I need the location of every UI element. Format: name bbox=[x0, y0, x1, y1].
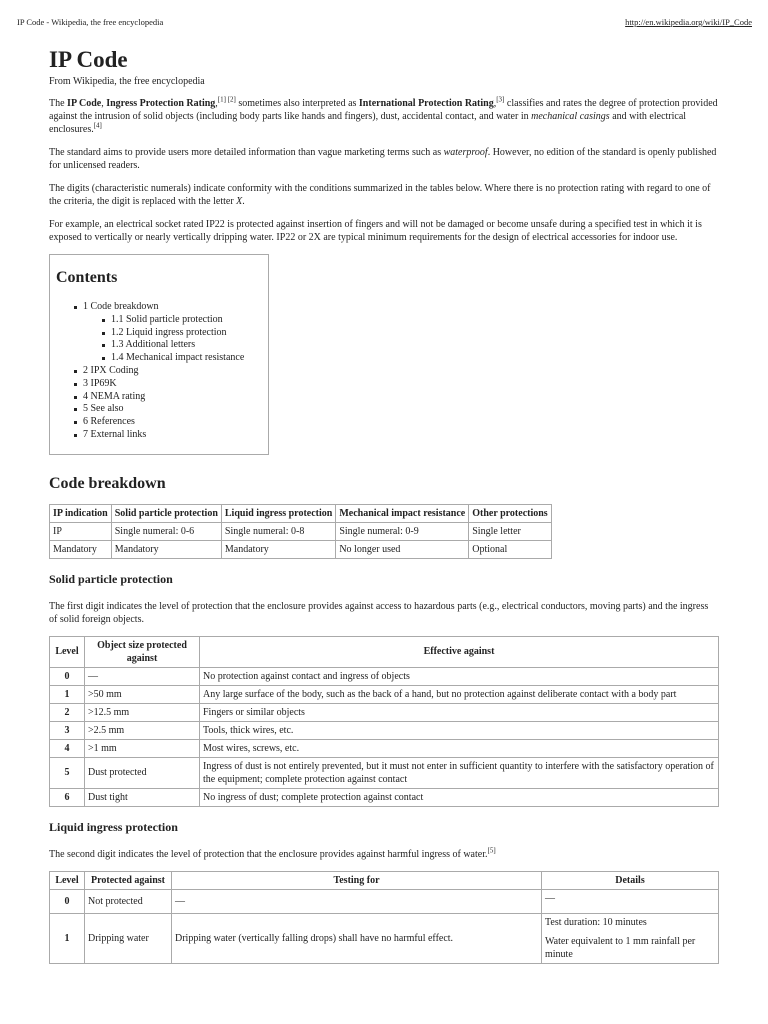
column-header: Protected against bbox=[85, 871, 172, 889]
column-header: Effective against bbox=[200, 636, 719, 667]
table-header-row bbox=[50, 636, 719, 667]
term-ip-code: IP Code bbox=[67, 98, 102, 109]
details-line: — bbox=[545, 892, 555, 904]
table-row bbox=[50, 703, 719, 721]
table-cell: Single letter bbox=[469, 522, 551, 540]
table-cell: Optional bbox=[469, 540, 551, 558]
table-cell: Fingers or similar objects bbox=[200, 703, 719, 721]
column-header: Object size protected against bbox=[85, 636, 200, 667]
details-cell bbox=[542, 913, 719, 963]
reference-link[interactable]: [5] bbox=[487, 846, 496, 855]
page-subtitle: From Wikipedia, the free encyclopedia bbox=[49, 76, 205, 87]
term-international-protection-rating: International Protection Rating bbox=[358, 98, 494, 109]
table-cell: >2.5 mm bbox=[85, 721, 200, 739]
table-cell: Single numeral: 0-8 bbox=[221, 522, 335, 540]
table-cell: Dripping water (vertically falling drops) shall have no harmful effect. bbox=[172, 913, 542, 963]
table-cell: >1 mm bbox=[85, 739, 200, 757]
table-row bbox=[50, 757, 719, 788]
waterproof-term: waterproof bbox=[443, 147, 488, 158]
table-cell: >50 mm bbox=[85, 685, 200, 703]
liquid-ingress-table bbox=[49, 871, 719, 964]
toc-item[interactable]: 5 See also bbox=[56, 403, 268, 416]
details-cell bbox=[542, 889, 719, 913]
table-cell: Mandatory bbox=[50, 540, 112, 558]
solid-particle-table bbox=[49, 636, 719, 807]
section-heading-liquid-ingress: Liquid ingress protection bbox=[49, 819, 178, 834]
toc-item[interactable]: 7 External links bbox=[56, 429, 268, 442]
code-breakdown-table bbox=[49, 504, 552, 559]
column-header: Solid particle protection bbox=[111, 504, 221, 522]
level-cell: 0 bbox=[50, 889, 85, 913]
table-cell: No longer used bbox=[336, 540, 469, 558]
reference-link[interactable]: [1] [2] bbox=[217, 95, 236, 104]
section-heading-solid-particle: Solid particle protection bbox=[49, 571, 173, 586]
liquid-ingress-text: The second digit indicates the level of protection that the enclosure provides against harmful ingress of water.[5] bbox=[49, 846, 496, 860]
toc-list bbox=[56, 301, 268, 442]
table-row bbox=[50, 667, 719, 685]
print-header bbox=[17, 17, 752, 27]
reference-link[interactable]: [4] bbox=[93, 121, 102, 130]
section-heading-code-breakdown: Code breakdown bbox=[49, 474, 166, 492]
table-cell: Any large surface of the body, such as the back of a hand, but no protection against deliberate contact with a body part bbox=[200, 685, 719, 703]
intro-paragraph-2: The standard aims to provide users more detailed information than vague marketing terms such as waterproof. However, no edition of the standard is openly published for unlicensed readers. bbox=[49, 147, 717, 171]
details-line: Water equivalent to 1 mm rainfall per minute bbox=[545, 935, 696, 960]
toc-item[interactable]: 1.2 Liquid ingress protection bbox=[56, 327, 268, 340]
intro-paragraph-3: The digits (characteristic numerals) indicate conformity with the conditions summarized in the tables below. Where there is no protection rating with regard to one of the criteria, the digit is replaced with the letter X. bbox=[49, 183, 711, 207]
table-row bbox=[50, 685, 719, 703]
toc-item[interactable]: 1.3 Additional letters bbox=[56, 339, 268, 352]
column-header: Level bbox=[50, 636, 85, 667]
level-cell: 2 bbox=[50, 703, 85, 721]
level-cell: 0 bbox=[50, 667, 85, 685]
level-cell: 3 bbox=[50, 721, 85, 739]
table-cell: Tools, thick wires, etc. bbox=[200, 721, 719, 739]
page-tab-title: IP Code - Wikipedia, the free encyclopedia bbox=[17, 17, 164, 27]
table-row bbox=[50, 889, 719, 913]
toc-title: Contents bbox=[56, 269, 118, 286]
table-cell: Dripping water bbox=[85, 913, 172, 963]
toc-item[interactable]: 6 References bbox=[56, 416, 268, 429]
table-cell: Mandatory bbox=[111, 540, 221, 558]
table-row bbox=[50, 721, 719, 739]
table-cell: Dust protected bbox=[85, 757, 200, 788]
column-header: Details bbox=[542, 871, 719, 889]
table-cell: No protection against contact and ingress of objects bbox=[200, 667, 719, 685]
toc-item[interactable]: 1.4 Mechanical impact resistance bbox=[56, 352, 268, 365]
toc-item[interactable]: 4 NEMA rating bbox=[56, 391, 268, 404]
toc-item[interactable]: 2 IPX Coding bbox=[56, 365, 268, 378]
table-row bbox=[50, 522, 552, 540]
table-cell: IP bbox=[50, 522, 112, 540]
table-cell: Ingress of dust is not entirely prevented, but it must not enter in sufficient quantity to interfere with the satisfactory operation of the equipment; complete protection against contact bbox=[200, 757, 719, 788]
table-row bbox=[50, 788, 719, 806]
column-header: IP indication bbox=[50, 504, 112, 522]
mechanical-casings-link[interactable]: mechanical casings bbox=[531, 111, 610, 122]
column-header: Level bbox=[50, 871, 85, 889]
column-header: Mechanical impact resistance bbox=[336, 504, 469, 522]
table-cell: No ingress of dust; complete protection against contact bbox=[200, 788, 719, 806]
toc-item[interactable]: 1.1 Solid particle protection bbox=[56, 314, 268, 327]
level-cell: 1 bbox=[50, 913, 85, 963]
table-cell: Single numeral: 0-9 bbox=[336, 522, 469, 540]
intro-paragraph-4: For example, an electrical socket rated IP22 is protected against insertion of fingers and will not be damaged or become unsafe during a specified test in which it is exposed to vertically or nearly vertically dripping water. IP22 or 2X are typical minimum requirements for the design of electrical accessories for indoor use. bbox=[49, 219, 702, 243]
intro-paragraph-1: The IP Code, Ingress Protection Rating,[1] [2] sometimes also interpreted as International Protection Rating,[3] classifies and rates the degree of protection provided against the intrusion of solid objects (including body parts like hands and fingers), dust, accidental contact, and water in mechanical casings and with electrical enclosures.[4] bbox=[49, 95, 718, 135]
level-cell: 1 bbox=[50, 685, 85, 703]
level-cell: 5 bbox=[50, 757, 85, 788]
table-header-row bbox=[50, 871, 719, 889]
table-header-row bbox=[50, 504, 552, 522]
reference-link[interactable]: [3] bbox=[496, 95, 505, 104]
table-cell: Single numeral: 0-6 bbox=[111, 522, 221, 540]
table-row bbox=[50, 913, 719, 963]
column-header: Liquid ingress protection bbox=[221, 504, 335, 522]
table-cell: Mandatory bbox=[221, 540, 335, 558]
table-row bbox=[50, 540, 552, 558]
level-cell: 4 bbox=[50, 739, 85, 757]
page-url-link[interactable]: http://en.wikipedia.org/wiki/IP_Code bbox=[625, 17, 752, 27]
column-header: Other protections bbox=[469, 504, 551, 522]
table-cell: Dust tight bbox=[85, 788, 200, 806]
article-content bbox=[49, 46, 719, 964]
table-cell: >12.5 mm bbox=[85, 703, 200, 721]
column-header: Testing for bbox=[172, 871, 542, 889]
details-line: Test duration: 10 minutes bbox=[545, 916, 647, 928]
page-title: IP Code bbox=[49, 47, 128, 72]
toc-item[interactable]: 3 IP69K bbox=[56, 378, 268, 391]
table-cell: — bbox=[85, 667, 200, 685]
table-cell: Most wires, screws, etc. bbox=[200, 739, 719, 757]
toc-item[interactable]: 1 Code breakdown bbox=[56, 301, 268, 314]
table-cell: — bbox=[172, 889, 542, 913]
table-of-contents bbox=[49, 254, 269, 455]
solid-particle-text: The first digit indicates the level of protection that the enclosure provides against access to hazardous parts (e.g., electrical conductors, moving parts) and the ingress of solid foreign objects. bbox=[49, 600, 709, 625]
table-row bbox=[50, 739, 719, 757]
level-cell: 6 bbox=[50, 788, 85, 806]
table-cell: Not protected bbox=[85, 889, 172, 913]
term-ingress-protection-rating: Ingress Protection Rating bbox=[106, 98, 216, 109]
